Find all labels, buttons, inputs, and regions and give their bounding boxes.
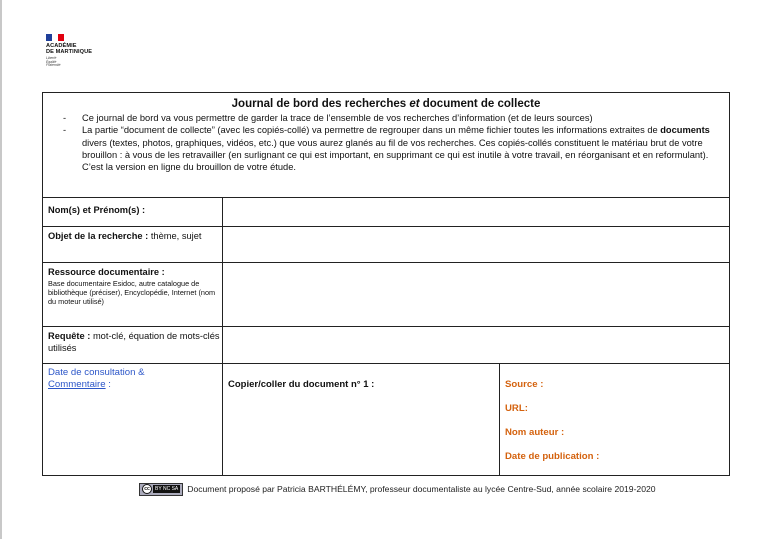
french-flag-icon	[46, 34, 64, 41]
instruction-item: - Ce journal de bord va vous permettre de garder la trace de l’ensemble de vos recherches d’information (et de leurs sources)	[63, 112, 715, 124]
academie-logo	[46, 34, 116, 74]
page-left-edge	[0, 0, 2, 539]
query-field[interactable]	[223, 326, 729, 363]
consultation-date-label: Date de consultation &	[48, 367, 145, 378]
row-object	[43, 226, 729, 263]
names-field[interactable]	[223, 197, 729, 226]
row-query	[43, 326, 729, 364]
footer-credit: Document proposé par Patricia BARTHÉLÉMY, professeur documentaliste au lycée Centre-Sud, année scolaire 2019-2020	[187, 484, 656, 494]
republic-motto	[46, 57, 116, 68]
source-info-cell[interactable]	[500, 363, 729, 475]
consultation-date-cell[interactable]: Date de consultation & Commentaire :	[43, 363, 223, 475]
comment-label: Commentaire	[48, 379, 106, 390]
motto-liberte: Liberté	[46, 55, 57, 60]
source-label: Source :	[505, 379, 544, 390]
table-header	[43, 93, 729, 198]
motto-fraternite: Fraternité	[46, 63, 61, 68]
copy-paste-label: Copier/coller du document n° 1 :	[228, 379, 375, 390]
author-label: Nom auteur :	[505, 427, 565, 438]
copy-paste-cell[interactable]	[223, 363, 500, 475]
row-collect	[43, 363, 729, 475]
url-label: URL:	[505, 403, 528, 414]
object-field[interactable]	[223, 226, 729, 262]
names-label: Nom(s) et Prénom(s) :	[43, 197, 223, 226]
academie-line-2: DE MARTINIQUE	[46, 49, 93, 56]
row-names	[43, 197, 729, 227]
instructions-list	[63, 112, 715, 173]
resource-field[interactable]	[223, 262, 729, 326]
resource-label: Ressource documentaire : Base documentaire Esidoc, autre catalogue de bibliothèque (préciser), Encyclopédie, Internet (nom du moteur utilisé)	[43, 262, 223, 326]
query-label: Requête : mot-clé, équation de mots-clés utilisés	[43, 326, 223, 363]
academie-name	[46, 43, 116, 56]
document-title: Journal de bord des recherches et document de collecte	[231, 98, 541, 110]
research-log-table	[42, 92, 730, 476]
footer	[139, 482, 739, 496]
row-resource	[43, 262, 729, 327]
academie-line-1: ACADÉMIE	[46, 43, 77, 49]
creative-commons-license-icon: cc BY NC SA	[139, 483, 183, 496]
object-label: Objet de la recherche : thème, sujet	[43, 226, 223, 262]
motto-egalite: Égalité	[46, 59, 57, 64]
publication-date-label: Date de publication :	[505, 451, 600, 462]
instruction-item: - La partie “document de collecte” (avec les copiés-collé) va permettre de regrouper dans un même fichier toutes les informations extraites de documents divers (textes, photos, graphiques, vidéos, etc.) que vous aurez glanés au fil de vos recherches. Ces copiés-collés constituent le matériau brut de votre brouillon : à vous de les retravailler (en surlignant ce qui est important, en supprimant ce qui est inutile à votre travail, en réorganisant et en reformulant). C’est la version en ligne du brouillon de votre étude.	[63, 124, 715, 173]
